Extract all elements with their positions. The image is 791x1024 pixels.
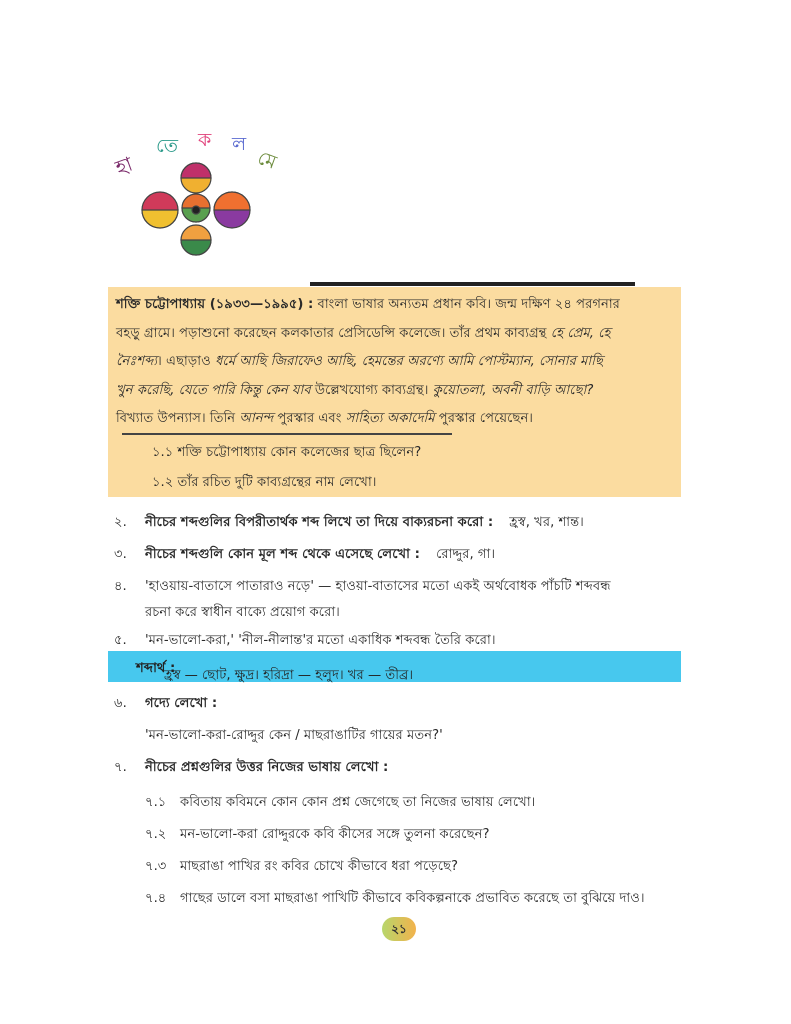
question-3 <box>145 544 495 566</box>
author-name-dates: শক্তি চট্টোপাধ্যায় (১৯৩৩—১৯৯৫) : <box>116 297 314 312</box>
question-7-4-number: ৭.৪ <box>145 891 167 906</box>
author-bio-text <box>116 291 674 434</box>
bio-line-4 <box>116 377 674 406</box>
bio-line-5 <box>116 405 674 434</box>
logo-pattern <box>142 163 250 255</box>
question-2-number: ২. <box>114 515 127 530</box>
book-titles: ধর্মে আছি জিরাফেও আছি, হেমন্তের অরণ্যে আমি পোস্টম্যান, সোনার মাছি <box>215 354 603 370</box>
question-4-number: ৪. <box>114 579 127 594</box>
question-7-prompt: নীচের প্রশ্নগুলির উত্তর নিজের ভাষায় লেখো : <box>145 760 389 775</box>
question-7-2: মন-ভালো-করা রোদ্দুরকে কবি কীসের সঙ্গে তুলনা করেছেন? <box>180 827 490 842</box>
question-2 <box>145 512 584 534</box>
author-bio-box <box>108 287 681 497</box>
book-titles: খুন করেছি, যেতে পারি কিন্তু কেন যাব <box>116 382 311 398</box>
word-meaning-label: শব্দার্থ : <box>136 661 176 676</box>
bio-line-3-text: । এছাড়াও <box>157 354 216 370</box>
book-title: হে প্রেম, হে <box>550 325 611 341</box>
bio-line-5-text: পুরস্কার এবং <box>273 411 346 427</box>
logo-letter-la: ল <box>232 133 247 155</box>
question-4-line-1: 'হাওয়ায়-বাতাসে পাতারাও নড়ে' — হাওয়া-বাতাসের মতো একই অর্থবোধক পাঁচটি শব্দবন্ধ <box>145 579 611 594</box>
top-divider <box>310 282 635 286</box>
bio-divider <box>122 433 452 435</box>
question-7-1: কবিতায় কবিমনে কোন কোন প্রশ্ন জেগেছে তা নিজের ভাষায় লেখো। <box>180 795 536 810</box>
bio-line-1 <box>116 291 674 320</box>
logo-letter-ka: ক <box>198 129 212 151</box>
question-3-words: রোদ্দুর, গা। <box>436 547 496 562</box>
question-4-line-2: রচনা করে স্বাধীন বাক্যে প্রয়োগ করো। <box>145 605 340 620</box>
page-number: ২১ <box>391 922 407 936</box>
question-6-quote: 'মন-ভালো-করা-রোদ্দুর কেন / মাছরাঙাটির গায়ের মতন?' <box>145 728 443 743</box>
award-name: সাহিত্য অকাদেমি <box>345 411 435 427</box>
logo-letter-me: মে <box>254 146 280 174</box>
logo-letter-ha: হা <box>112 151 136 180</box>
bio-line-3 <box>116 348 674 377</box>
question-5: 'মন-ভালো-করা,' 'নীল-নীলান্ত'র মতো একাধিক শব্দবন্ধ তৈরি করো। <box>145 633 496 648</box>
hate-kolme-logo <box>110 128 285 278</box>
question-1-2: ১.২ তাঁর রচিত দুটি কাব্যগ্রন্থের নাম লেখো। <box>152 475 377 490</box>
novel-titles: কুয়োতলা, অবনী বাড়ি আছো? <box>432 382 594 398</box>
question-2-words: হ্রস্ব, খর, শান্ত। <box>509 515 584 530</box>
question-3-prompt: নীচের শব্দগুলি কোন মূল শব্দ থেকে এসেছে লেখো : <box>145 547 420 562</box>
bio-line-5-text: বিখ্যাত উপন্যাস। তিনি <box>116 411 240 427</box>
question-7-3: মাছরাঙা পাখির রং কবির চোখে কীভাবে ধরা পড়েছে? <box>180 859 459 874</box>
question-7-1-number: ৭.১ <box>145 795 167 810</box>
word-meaning-text <box>136 658 414 683</box>
bio-line-5-text: পুরস্কার পেয়েছেন। <box>434 411 534 427</box>
word-meaning-content: হ্রস্ব — ছোট, ক্ষুদ্র। হরিদ্রা — হলুদ। খর — তীব্র। <box>164 668 414 683</box>
question-7-2-number: ৭.২ <box>145 827 167 842</box>
page-number-badge <box>382 917 416 941</box>
question-7-4: গাছের ডালে বসা মাছরাঙা পাখিটি কীভাবে কবিকল্পনাকে প্রভাবিত করেছে তা বুঝিয়ে দাও। <box>180 891 645 906</box>
bio-line-1-text: বাংলা ভাষার অন্যতম প্রধান কবি। জন্ম দক্ষিণ ২৪ পরগনার <box>313 297 620 312</box>
question-2-prompt: নীচের শব্দগুলির বিপরীতার্থক শব্দ লিখে তা দিয়ে বাক্যরচনা করো : <box>145 515 494 530</box>
bio-line-4-text: উল্লেখযোগ্য কাব্যগ্রন্থ। <box>310 382 433 398</box>
question-3-number: ৩. <box>114 547 127 562</box>
logo-letter-te: তে <box>156 135 178 157</box>
question-1-1: ১.১ শক্তি চট্টোপাধ্যায় কোন কলেজের ছাত্র ছিলেন? <box>152 445 422 460</box>
word-meaning-bar <box>108 651 681 682</box>
question-6-number: ৬. <box>114 696 127 711</box>
bio-line-2-text: বহড়ু গ্রামে। পড়াশুনো করেছেন কলকাতার প্রেসিডেন্সি কলেজে। তাঁর প্রথম কাব্যগ্রন্থ <box>116 325 551 341</box>
award-name: আনন্দ <box>239 411 274 427</box>
book-title: নৈঃশব্দ্য <box>116 354 158 370</box>
question-7-3-number: ৭.৩ <box>145 859 167 874</box>
question-7-number: ৭. <box>114 760 127 775</box>
question-6-prompt: গদ্যে লেখো : <box>145 696 218 711</box>
question-5-number: ৫. <box>114 633 127 648</box>
bio-line-2 <box>116 320 674 349</box>
